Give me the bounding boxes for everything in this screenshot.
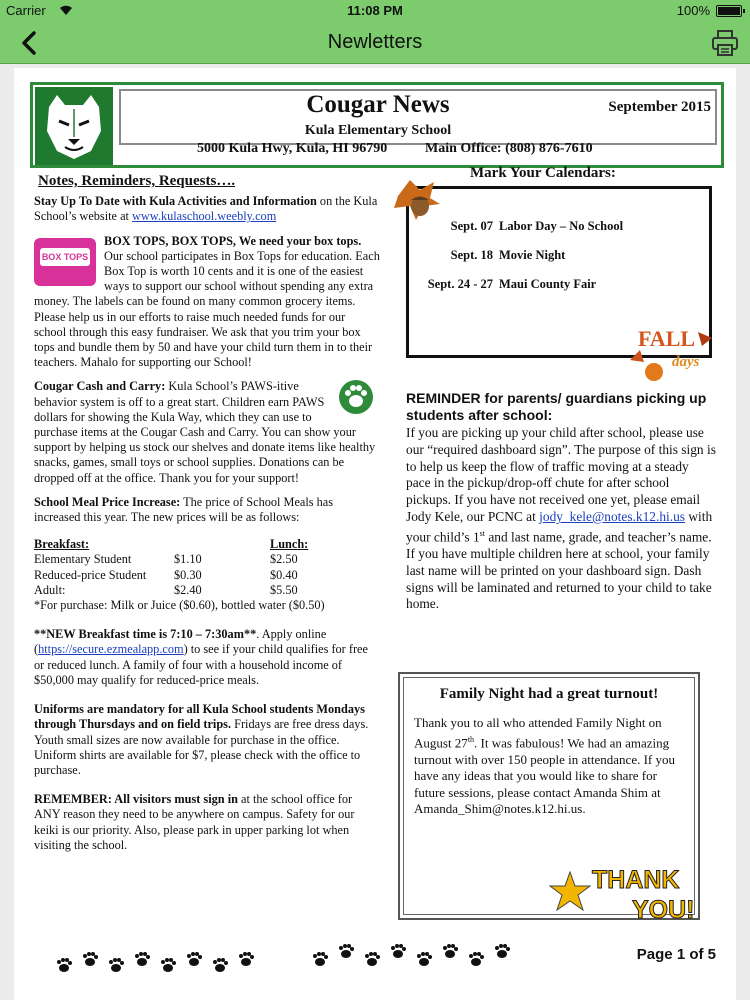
- printer-icon: [710, 29, 740, 57]
- reminder-text-cont: with your child’s 1: [406, 508, 713, 545]
- status-time: 11:08 PM: [347, 3, 403, 18]
- price-row-lunch: $5.50: [270, 582, 298, 597]
- uniform-bold: Uniforms are mandatory for all Kula School students Mondays through Thursdays and on field trips.: [34, 702, 365, 732]
- family-night-text: Thank you to all who attended Family Night on August 27: [414, 715, 662, 750]
- price-header-row: [34, 537, 334, 552]
- calendar-heading: Mark Your Calendars:: [470, 165, 616, 181]
- visitor-paragraph: [34, 792, 380, 853]
- masthead: [30, 82, 724, 168]
- boxtops-logo: [34, 238, 96, 286]
- price-row-breakfast: $0.30: [174, 567, 202, 582]
- paw-prints-icon: [310, 938, 522, 974]
- meal-text: The price of School Meals has increased this year. The new prices will be as follows:: [34, 494, 334, 525]
- ezmealapp-link[interactable]: https://secure.ezmealapp.com: [38, 642, 184, 657]
- carrier-label: Carrier: [6, 3, 46, 18]
- print-button[interactable]: [710, 29, 740, 57]
- meal-bold: School Meal Price Increase:: [34, 494, 181, 509]
- cougar-icon: [35, 87, 113, 165]
- family-night-heading: Family Night had a great turnout!: [439, 686, 659, 702]
- price-row: [34, 568, 334, 583]
- price-row-name: Adult:: [34, 582, 66, 597]
- reminder-text: If you are picking up your child after school, please use our “required dashboard sign”. The purpose of this sign is to help us keep the flow of traffic moving at a steady pace in the pickup/drop-off chute for after school pickups. If you have not received one yet, please email Jody Kele, our PCNC at: [406, 425, 716, 524]
- back-button[interactable]: [14, 28, 46, 58]
- website-text: on the Kula School’s website at: [34, 194, 378, 224]
- paw-prints-icon: [54, 942, 264, 978]
- boxtops-text: Our school participates in Box Tops for education. Each Box Top is worth 10 cents and it is one of the easiest ways to support our school without spending any extra money. The labels can be found on many common grocery items. Please help us in our efforts to raise much needed funds for our school through this easy fundraiser. We ask that you trim your box tops and bundle them by 50 and have your child turn them in to their teachers. Mahalo for supporting our School!: [34, 248, 380, 370]
- notes-heading: Notes, Reminders, Requests….: [38, 173, 236, 189]
- pickup-reminder: [406, 390, 716, 613]
- boxtops-bold: BOX TOPS, BOX TOPS, We need your box tops.: [104, 233, 362, 248]
- family-night-body: [414, 715, 684, 818]
- navigation-bar: [0, 22, 750, 64]
- days-word: days: [672, 354, 700, 370]
- status-bar: [0, 0, 750, 22]
- breakfast-label: Breakfast:: [34, 537, 90, 552]
- reminder-text-end: and last name, grade, and teacher’s name. If you have multiple children here at school, your family last name will be printed on your dashboard sign. Dash signs will be laminated and returned to your child to take home.: [406, 529, 712, 612]
- meal-price-table: [34, 537, 334, 598]
- family-night-superscript: th: [467, 734, 475, 744]
- purchase-note: *For purchase: Milk or Juice ($0.60), bottled water ($0.50): [34, 598, 325, 613]
- school-name: Kula Elementary School: [304, 123, 452, 138]
- event-date: Sept. 07: [450, 219, 493, 233]
- pcnc-email-link[interactable]: jody_kele@notes.k12.hi.us: [539, 508, 686, 524]
- reminder-body: [406, 425, 716, 613]
- uniform-text: Fridays are free dress days. Youth small sizes are now available for purchase in the office. Uniform shirts are available for $7, please check with the office to purchase.: [34, 717, 369, 777]
- issue-date: September 2015: [608, 99, 711, 115]
- meal-paragraph: [34, 495, 380, 525]
- event-name: Movie Night: [499, 248, 566, 262]
- event-date: Sept. 18: [450, 248, 493, 262]
- you-word: YOU!: [632, 896, 695, 922]
- reminder-superscript: st: [479, 528, 485, 538]
- event-name: Maui County Fair: [499, 277, 597, 291]
- price-row-name: Elementary Student: [34, 552, 132, 567]
- nav-title: Newletters: [327, 31, 423, 53]
- office-phone: Main Office: (808) 876-7610: [425, 141, 593, 156]
- boxtops-logo-text: BOX TOPS: [40, 248, 90, 266]
- family-night-text-cont: . It was fabulous! We had an amazing turnout with over 150 people in attendance. If you have any ideas that you would like to share for future sessions, please contact Amanda Shim at Amanda_Shim@notes.k12.hi.us.: [414, 734, 676, 817]
- breakfast-text-cont: ) to see if your child qualifies for free or reduced lunch. A family of four with a household income of $50,000 may qualify for reduced-price meals.: [34, 642, 368, 687]
- price-row: [34, 583, 334, 598]
- visitor-text: at the school office for ANY reason they need to be anywhere on campus. Safety for our keiki is our priority. Also, please park in upper parking lot when visiting the school.: [34, 792, 355, 852]
- price-row-lunch: $0.40: [270, 567, 298, 582]
- left-column: [34, 174, 380, 862]
- chevron-left-icon: [14, 28, 46, 58]
- website-paragraph: [34, 194, 380, 224]
- breakfast-text: . Apply online (: [34, 627, 327, 657]
- thank-you-graphic: [548, 858, 698, 922]
- cougar-logo: [35, 87, 113, 165]
- uniform-paragraph: [34, 702, 380, 778]
- website-bold: Stay Up To Date with Kula Activities and Information: [34, 194, 317, 209]
- price-row-lunch: $2.50: [270, 552, 298, 567]
- boxtops-paragraph: [34, 234, 380, 371]
- event-date: Sept. 24 - 27: [427, 277, 493, 291]
- breakfast-paragraph: [34, 627, 380, 688]
- fall-word: FALL: [638, 326, 696, 351]
- school-address: 5000 Kula Hwy, Kula, HI 96790: [197, 141, 388, 156]
- school-website-link[interactable]: www.kulaschool.weebly.com: [132, 209, 277, 224]
- visitor-bold: REMEMBER: All visitors must sign in: [34, 792, 238, 807]
- price-row-breakfast: $1.10: [174, 552, 202, 567]
- cash-paragraph: [34, 379, 380, 485]
- price-row-breakfast: $2.40: [174, 582, 202, 597]
- page-number: Page 1 of 5: [636, 946, 716, 963]
- cash-text: Kula School’s PAWS-itive behavior system is off to a great start. Children earn PAWS dollars for showing the Kula Way, which they can use to purchase items at the Cougar Cash and Carry. You can show your support by helping us stock our shelves and donate items like healthy snacks, games, small toys or school supplies. Donations can be dropped off at the office. Thank you for your support!: [34, 379, 376, 485]
- battery-percent: 100%: [676, 3, 710, 18]
- newsletter-title: Cougar News: [306, 91, 450, 118]
- lunch-label: Lunch:: [270, 537, 309, 552]
- thank-word: THANK: [592, 866, 680, 894]
- fall-days-icon: [624, 320, 718, 388]
- breakfast-bold: **NEW Breakfast time is 7:10 – 7:30am**: [34, 627, 257, 642]
- paw-badge-icon: [338, 379, 374, 415]
- newsletter-page: [14, 68, 736, 1000]
- price-row: [34, 552, 334, 567]
- event-name: Labor Day – No School: [499, 219, 624, 233]
- price-row-name: Reduced-price Student: [34, 567, 147, 582]
- autumn-leaf-icon: [390, 176, 442, 224]
- battery-icon: [716, 5, 742, 17]
- reminder-heading: REMINDER for parents/ guardians picking up students after school:: [406, 390, 707, 423]
- cash-bold: Cougar Cash and Carry:: [34, 379, 166, 394]
